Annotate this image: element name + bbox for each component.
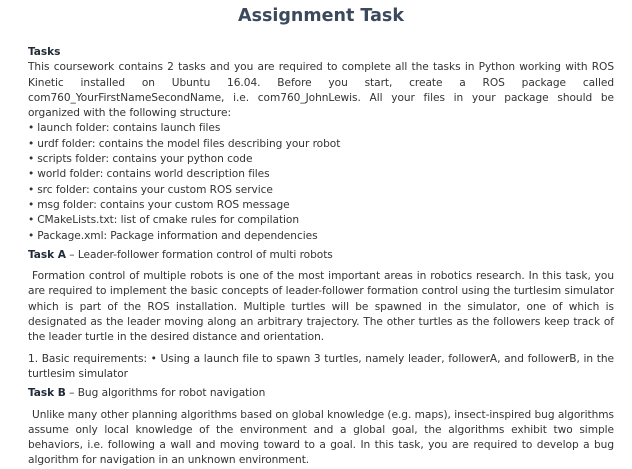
- task-b-subtitle: – Bug algorithms for robot navigation: [65, 387, 266, 400]
- task-a-description: Formation control of multiple robots is one of the most important areas in robotics research. In this task, you are required to implement the basic concepts of leader-follower formation control using the turtlesim simulator which is part of the ROS installation. Multiple turtles will be spawned in the simulator, one of which is designated as the leader moving along an arbitrary trajectory. The other turtles as the followers keep track of the leader turtle in the desired distance and orientation.: [28, 270, 614, 344]
- assignment-body: [28, 45, 614, 469]
- tasks-intro: This coursework contains 2 tasks and you are required to complete all the tasks in Python working with ROS Kinetic installed on Ubuntu 16.04. Before you start, create a ROS package called com760_YourFirstNameSecondName, i.e. com760_JohnLewis. All your files in your package should be organized with the following structure:: [28, 61, 614, 120]
- bullet-icon: •: [28, 137, 35, 150]
- bullet-icon: •: [28, 229, 35, 242]
- list-item-text: msg folder: contains your custom ROS message: [37, 198, 290, 211]
- list-item: [28, 152, 614, 167]
- task-b-description: Unlike many other planning algorithms based on global knowledge (e.g. maps), insect-inspired bug algorithms assume only local knowledge of the environment and a global goal, the algorithms exhibit two simple behaviors, i.e. following a wall and moving toward to a goal. In this task, you are required to develop a bug algorithm for navigation in an unknown environment.: [28, 408, 614, 467]
- bullet-icon: •: [28, 153, 35, 166]
- list-item-text: urdf folder: contains the model files describing your robot: [37, 137, 341, 150]
- task-a-label: Task A: [28, 248, 66, 261]
- bullet-icon: •: [28, 198, 35, 211]
- bullet-icon: •: [28, 214, 35, 227]
- task-b-heading: [28, 386, 614, 401]
- list-item-text: world folder: contains world description files: [37, 168, 270, 181]
- bullet-icon: •: [28, 122, 35, 135]
- task-a-requirements: 1. Basic requirements: • Using a launch file to spawn 3 turtles, namely leader, followerA, and followerB, in the turtlesim simulator: [28, 352, 614, 380]
- task-b-label: Task B: [28, 387, 66, 400]
- list-item: [28, 213, 614, 228]
- list-item-text: Package.xml: Package information and dependencies: [37, 229, 318, 242]
- list-item-text: scripts folder: contains your python code: [37, 153, 253, 166]
- list-item: [28, 229, 614, 244]
- list-item: [28, 167, 614, 182]
- tasks-heading: Tasks: [28, 46, 61, 58]
- list-item: [28, 121, 614, 136]
- list-item-text: CMakeLists.txt: list of cmake rules for compilation: [37, 214, 300, 227]
- list-item: [28, 137, 614, 152]
- task-a-heading: [28, 248, 614, 263]
- bullet-icon: •: [28, 168, 35, 181]
- task-a-subtitle: – Leader-follower formation control of multi robots: [65, 248, 333, 261]
- bullet-icon: •: [28, 183, 35, 196]
- package-structure-list: [28, 121, 614, 243]
- list-item: [28, 198, 614, 213]
- list-item: [28, 183, 614, 198]
- list-item-text: src folder: contains your custom ROS service: [37, 183, 273, 196]
- page-title: Assignment Task: [238, 6, 404, 26]
- list-item-text: launch folder: contains launch files: [37, 122, 221, 135]
